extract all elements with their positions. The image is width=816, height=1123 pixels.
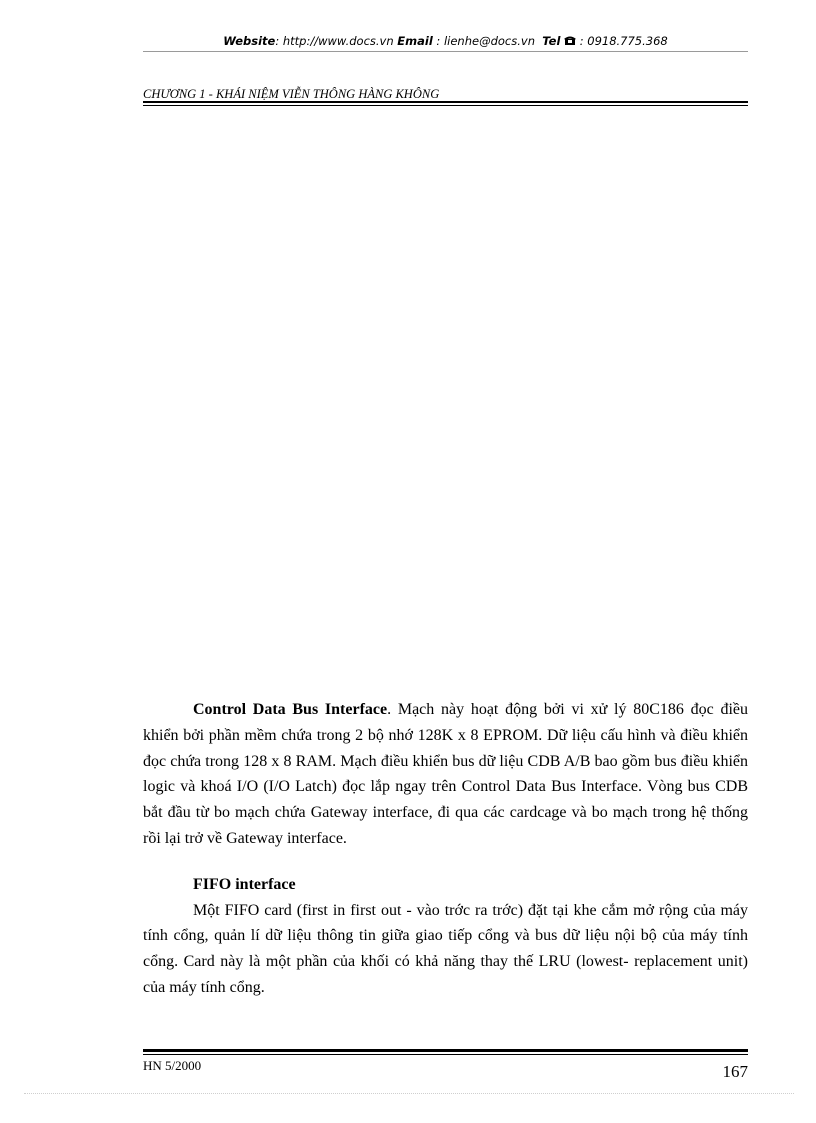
email-link[interactable]: : lienhe@docs.vn [432,34,535,48]
tel-number: : 0918.775.368 [576,34,668,48]
phone-icon [564,35,576,49]
paragraph-control-data-bus [143,697,748,852]
paragraph-lead: Control Data Bus Interface [193,701,388,718]
footer-rule-thin [143,1054,748,1055]
chapter-rule-thick [143,101,748,103]
paragraph-fifo: Một FIFO card (first in first out - vào trớc ra trớc) đặt tại khe cắm mở rộng của máy tính cổng, quản lí dữ liệu thông tin giữa giao tiếp cổng và bus dữ liệu nội bộ của máy tính cổng. Card này là một phần của khối có khả năng thay thế LRU (lowest- replacement unit) của máy tính cổng. [143,901,748,996]
header-divider [143,51,748,52]
footer-date: HN 5/2000 [143,1058,202,1073]
website-label: Website [223,34,276,48]
page-number: 167 [722,1062,748,1081]
tel-label: Tel [542,34,561,48]
chapter-title: CHƯƠNG 1 - KHÁI NIỆM VIỄN THÔNG HÀNG KHÔNG [143,87,440,100]
body-text [143,697,748,1001]
email-label: Email [397,34,433,48]
page-edge-dotted-line [24,1093,794,1094]
website-link[interactable]: : http://www.docs.vn [275,34,394,48]
footer-rule-thick [143,1049,748,1052]
site-header [143,34,748,52]
paragraph-body: . Mạch này hoạt động bởi vi xử lý 80C186 đọc điều khiển bởi phần mềm chứa trong 2 bộ nhớ 128K x 8 EPROM. Dữ liệu cấu hình và điều khiển đọc chứa trong 128 x 8 RAM. Mạch điều khiển bus dữ liệu CDB A/B bao gồm bus điều khiển logic và khoá I/O (I/O Latch) đọc lắp ngay trên Control Data Bus Interface. Vòng bus CDB bắt đầu từ bo mạch chứa Gateway interface, đi qua các cardcage và bo mạch trong hệ thống rồi lại trở về Gateway interface. [143,701,749,847]
chapter-rule-thin [143,105,748,106]
section-heading-fifo: FIFO interface [193,875,296,893]
